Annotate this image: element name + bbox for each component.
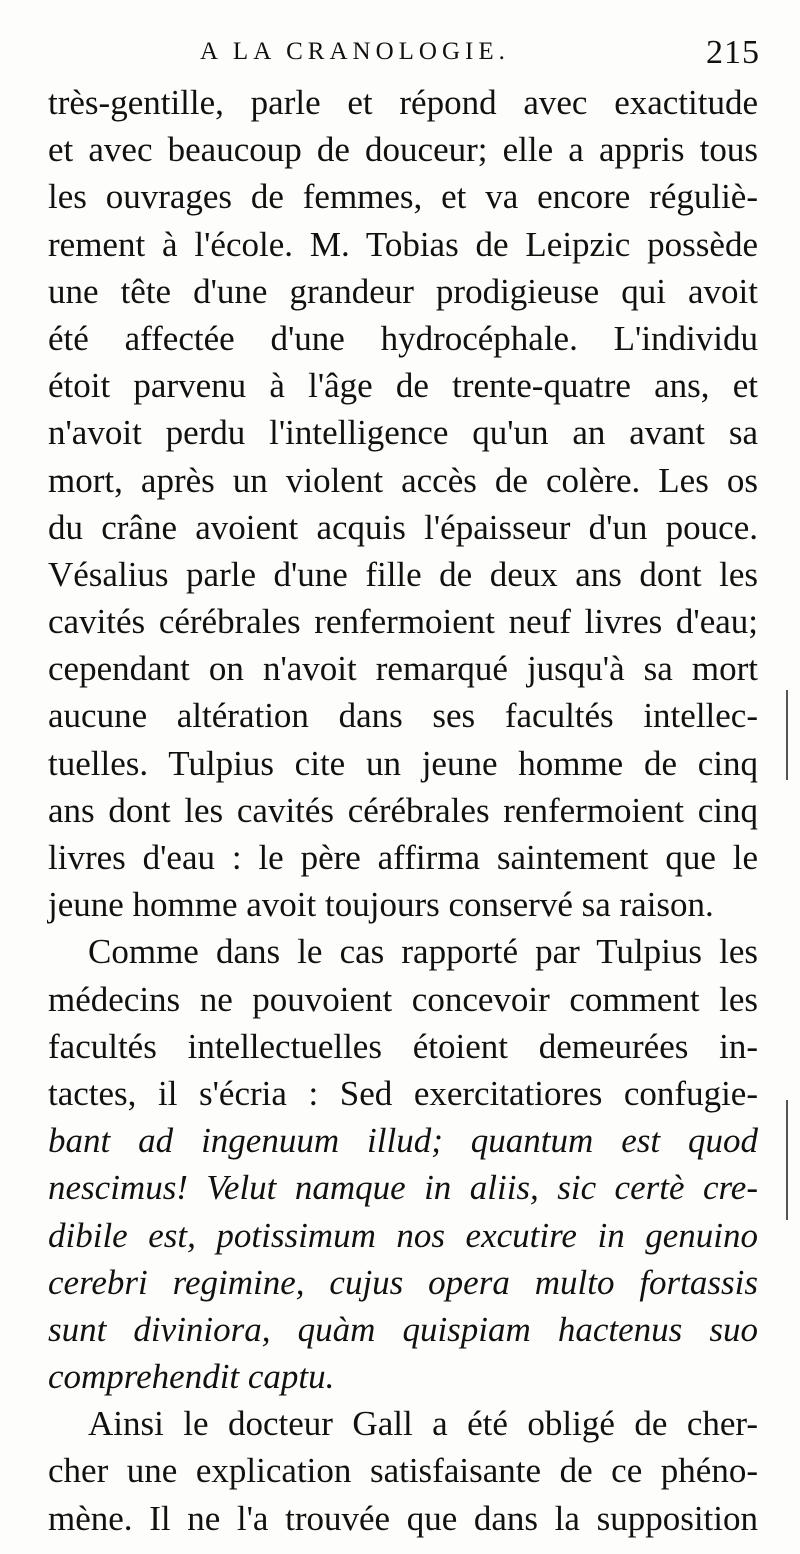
text-line: médecins ne pouvoient concevoir comment les bbox=[48, 979, 758, 1019]
text-line: rement à l'école. M. Tobias de Leipzic possède bbox=[48, 224, 758, 264]
text-line: Vésalius parle d'une fille de deux ans dont les bbox=[48, 554, 758, 594]
page-number: 215 bbox=[706, 34, 760, 71]
text-line: les ouvrages de femmes, et va encore réguliè- bbox=[48, 177, 758, 217]
text-line: facultés intellectuelles étoient demeurées in- bbox=[48, 1026, 758, 1066]
page-edge-shadow bbox=[786, 1100, 788, 1220]
text-line: livres d'eau : le père affirma saintement que le bbox=[48, 838, 758, 877]
text-line: tuelles. Tulpius cite un jeune homme de cinq bbox=[48, 743, 758, 783]
text-line: du crâne avoient acquis l'épaisseur d'un pouce. bbox=[48, 507, 758, 547]
body-text bbox=[48, 79, 758, 1542]
latin-quote-line: sunt diviniora, quàm quispiam hactenus suo bbox=[48, 1309, 758, 1349]
text-line: aucune altération dans ses facultés intellec- bbox=[48, 696, 758, 736]
text-line: tactes, il s'écria : Sed exercitatiores confugie- bbox=[48, 1073, 758, 1113]
page-edge-shadow bbox=[786, 690, 788, 780]
latin-quote-line: comprehendit captu. bbox=[48, 1357, 335, 1397]
paragraph-start-line: Comme dans le cas rapporté par Tulpius les bbox=[88, 932, 758, 972]
text-line: cavités cérébrales renfermoient neuf livres d'eau; bbox=[48, 602, 758, 642]
text-line: très-gentille, parle et répond avec exactitude bbox=[48, 83, 758, 122]
paragraph-start-line: Ainsi le docteur Gall a été obligé de cher- bbox=[88, 1404, 758, 1444]
page-header bbox=[200, 34, 760, 78]
text-line: cher une explication satisfaisante de ce phéno- bbox=[48, 1451, 758, 1491]
text-line: été affectée d'une hydrocéphale. L'individu bbox=[48, 318, 758, 358]
text-line: étoit parvenu à l'âge de trente-quatre ans, et bbox=[48, 366, 758, 406]
latin-quote-line: bant ad ingenuum illud; quantum est quod bbox=[48, 1121, 758, 1161]
text-line: n'avoit perdu l'intelligence qu'un an avant sa bbox=[48, 413, 758, 453]
text-line: cependant on n'avoit remarqué jusqu'à sa mort bbox=[48, 649, 758, 689]
latin-quote-line: nescimus! Velut namque in aliis, sic certè cre- bbox=[48, 1168, 758, 1208]
text-line: une tête d'une grandeur prodigieuse qui avoit bbox=[48, 271, 758, 311]
latin-quote-line: cerebri regimine, cujus opera multo fortassis bbox=[48, 1262, 758, 1302]
text-line: ans dont les cavités cérébrales renfermoient cinq bbox=[48, 790, 758, 830]
text-line: mort, après un violent accès de colère. Les os bbox=[48, 460, 758, 500]
text-line: mène. Il ne l'a trouvée que dans la supposition bbox=[48, 1498, 758, 1538]
running-head: A LA CRANOLOGIE. bbox=[200, 38, 510, 65]
latin-quote-line: dibile est, potissimum nos excutire in genuino bbox=[48, 1215, 758, 1255]
text-line: jeune homme avoit toujours conservé sa raison. bbox=[48, 885, 714, 925]
text-line: et avec beaucoup de douceur; elle a appris tous bbox=[48, 130, 758, 170]
